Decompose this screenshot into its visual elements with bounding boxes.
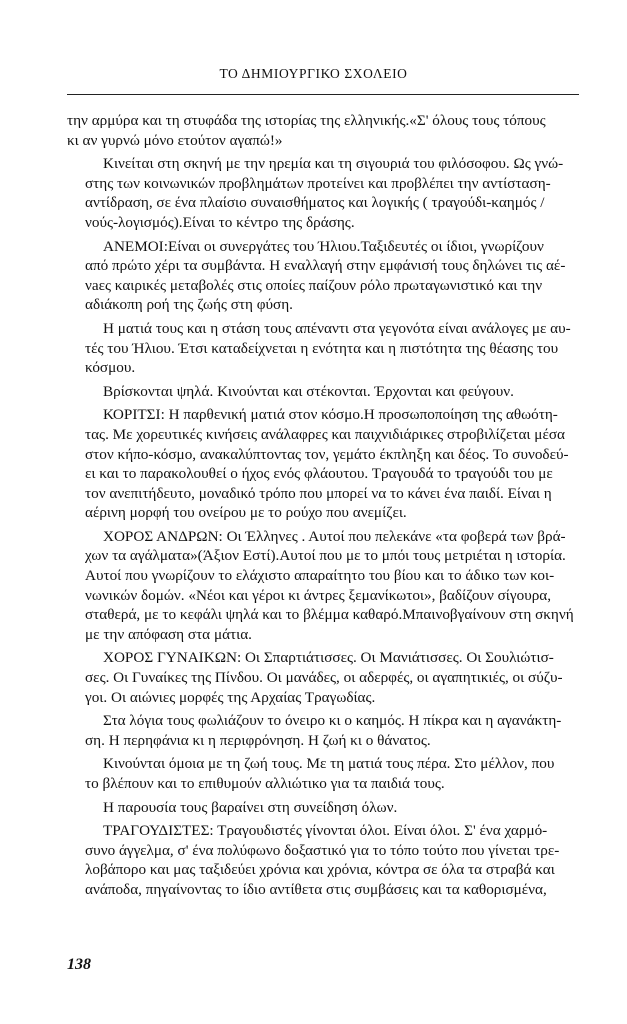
text-line: την αρμύρα και τη στυφάδα της ιστορίας της ελληνικής.«Σ' όλους τους τόπους xyxy=(67,112,546,129)
text-line: Αυτοί που γνωρίζουν το ελάχιστο απαραίτητο του βίου και το άδικο των κοι- xyxy=(85,567,555,585)
text-line: τας. Με χορευτικές κινήσεις ανάλαφρες και παιχνιδιάρικες στροβιλίζεται μέσα xyxy=(85,425,565,443)
text-line: Η παρουσία τους βαραίνει στη συνείδηση όλων. xyxy=(103,798,398,816)
paragraph xyxy=(67,527,579,645)
text-line: από πρώτο χέρι τα συμβάντα. Η εναλλαγή στην εμφάνισή τους δηλώνει τις αέ- xyxy=(85,257,566,275)
paragraph xyxy=(67,405,579,523)
text-line: γοι. Οι αιώνιες μορφές της Αρχαίας Τραγωδίας. xyxy=(85,688,376,706)
running-header: ΤΟ ΔΗΜΙΟΥΡΓΙΚΟ ΣΧΟΛΕΙΟ xyxy=(219,66,408,81)
text-line: Βρίσκονται ψηλά. Κινούνται και στέκονται. Έρχονται και φεύγουν. xyxy=(103,382,514,400)
paragraph xyxy=(67,798,579,818)
text-line: τές του Ήλιου. Έτσι καταδείχνεται η ενότητα και η πιστότητα της θέασης του xyxy=(85,339,559,357)
text-line: αντίδραση, σε ένα πλαίσιο συναισθήματος και λογικής ( τραγούδι-καημός / xyxy=(85,194,545,212)
paragraph xyxy=(67,154,579,232)
text-line: συνο άγγελμα, σ' ένα πολύφωνο δοξαστικό για το τόπο τούτο που γίνεται τρε- xyxy=(85,841,560,859)
text-line: νaες καιρικές μεταβολές στις οποίες παίζουν ρόλο πρωταγωνιστικό και την xyxy=(85,276,543,294)
text-line: αδιάκοπη ροή της ζωής στη φύση. xyxy=(85,296,293,314)
text-line: ει και το παρακολουθεί ο ήχος ενός φλάουτου. Τραγουδά το τραγούδι του με xyxy=(85,465,553,483)
text-line: στον κήπο-κόσμο, ανακαλύπτοντας τον, γεμάτο έκπληξη και δέος. Το συνοδεύ- xyxy=(85,445,569,463)
text-line: ΧΟΡΟΣ ΑΝΔΡΩΝ: Οι Έλληνες . Αυτοί που πελεκάνε «τα φοβερά των βρά- xyxy=(103,527,566,545)
text-line: με την απόφαση στα μάτια. xyxy=(85,625,252,643)
text-line: Κινούνται όμοια με τη ζωή τους. Με τη ματιά τους πέρα. Στο μέλλον, που xyxy=(103,755,555,773)
text-line: ΑΝΕΜΟΙ:Είναι οι συνεργάτες του Ήλιου.Ταξιδευτές οι ίδιοι, γνωρίζουν xyxy=(103,237,544,255)
body-text xyxy=(67,111,579,904)
text-line: ΚΟΡΙΤΣΙ: Η παρθενική ματιά στον κόσμο.Η προσωποποίηση της αθωότη- xyxy=(103,406,558,424)
text-line: ση. Η περηφάνια κι η περιφρόνηση. Η ζωή κι ο θάνατος. xyxy=(85,731,431,749)
paragraph xyxy=(67,111,579,150)
text-line: Η ματιά τους και η στάση τους απέναντι στα γεγονότα είναι ανάλογες με αυ- xyxy=(103,319,571,337)
text-line: αέρινη μορφή του ονείρου με το ρούχο που ανεμίζει. xyxy=(85,504,407,522)
text-line: σταθερά, με το κεφάλι ψηλά και το βλέμμα καθαρό.Μπαινοβγαίνουν στη σκηνή xyxy=(85,606,574,624)
text-line: στης των κοινωνικών προβλημάτων προτείνει και προβλέπει την αντίσταση- xyxy=(85,174,551,192)
paragraph xyxy=(67,711,579,750)
text-line: λοβάπορο και μας ταξιδεύει χρόνια και χρόνια, κόντρα σε όλα τα στραβά και xyxy=(85,861,555,879)
header-divider xyxy=(67,94,579,95)
text-line: σες. Οι Γυναίκες της Πίνδου. Οι μανάδες, οι αδερφές, οι αγαπητικιές, οι σύζυ- xyxy=(85,669,563,687)
text-line: κι αν γυρνώ μόνο ετούτον αγαπώ!» xyxy=(67,131,283,149)
text-line: Στα λόγια τους φωλιάζουν το όνειρο κι ο καημός. Η πίκρα και η αγανάκτη- xyxy=(103,712,562,730)
text-line: ανάποδα, πηγαίνοντας το ίδιο αντίθετα στις συμβάσεις και τα καθορισμένα, xyxy=(85,880,547,898)
paragraph xyxy=(67,754,579,793)
text-line: κόσμου. xyxy=(85,359,136,377)
page-number: 138 xyxy=(67,956,91,973)
paragraph xyxy=(67,382,579,402)
paragraph xyxy=(67,821,579,899)
paragraph xyxy=(67,237,579,315)
text-line: νωνικών δομών. «Νέοι και γέροι κι άντρες ξεμανίκωτοι», βαδίζουν σίγουρα, xyxy=(85,586,552,604)
text-line: ΧΟΡΟΣ ΓΥΝΑΙΚΩΝ: Οι Σπαρτιάτισσες. Οι Μανιάτισσες. Οι Σουλιώτισ- xyxy=(103,649,554,667)
text-line: χων τα αγάλματα»(Άξιον Εστί).Αυτοί που με το μπόι τους μετριέται η ιστορία. xyxy=(85,547,566,565)
text-line: ΤΡΑΓΟΥΔΙΣΤΕΣ: Τραγουδιστές γίνονται όλοι. Είναι όλοι. Σ' ένα χαρμό- xyxy=(103,822,548,840)
paragraph xyxy=(67,648,579,707)
paragraph xyxy=(67,319,579,378)
text-line: το βλέπουν και το επιθυμούν αλλιώτικο για τα παιδιά τους. xyxy=(85,775,445,792)
text-line: νούς-λογισμός).Είναι το κέντρο της δράσης. xyxy=(85,213,355,231)
text-line: τον ανεπιτήδευτο, μοναδικό τρόπο που μπορεί να το κάνει ένα παιδί. Είναι η xyxy=(85,484,552,502)
text-line: Κινείται στη σκηνή με την ηρεμία και τη σιγουριά του φιλόσοφου. Ως γνώ- xyxy=(103,155,564,173)
